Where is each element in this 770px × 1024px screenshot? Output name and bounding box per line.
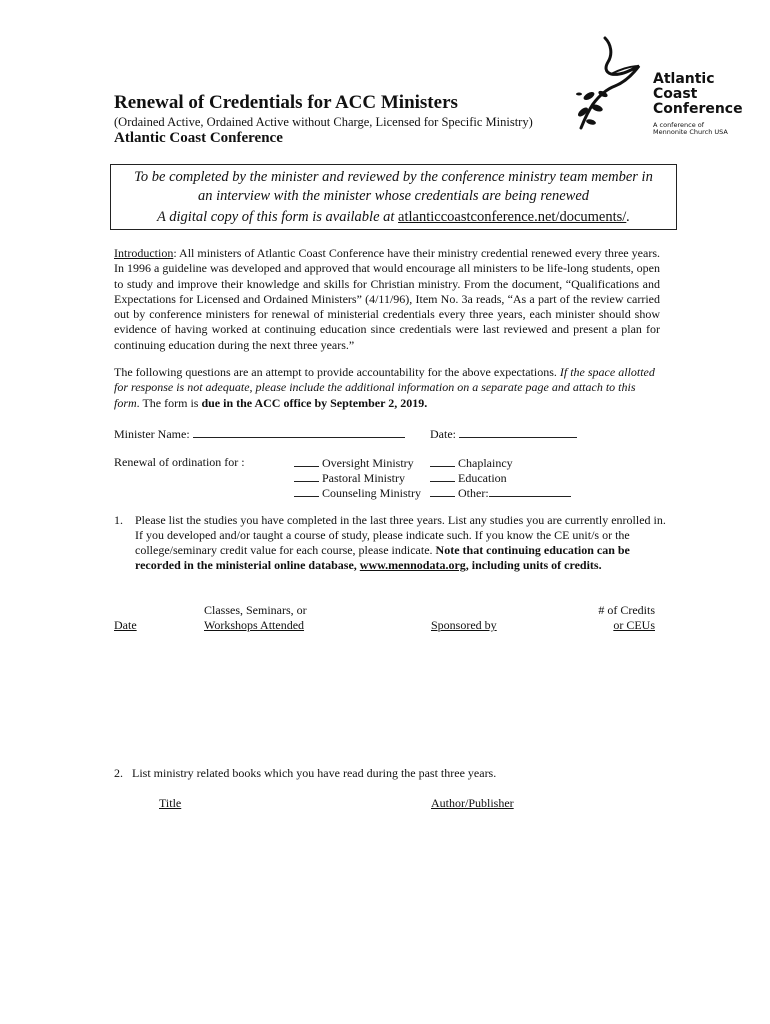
renewal-option-other[interactable] xyxy=(430,485,571,501)
instructions-box xyxy=(110,164,677,230)
question-1 xyxy=(114,513,666,573)
expectations-italic: If the space allotted for response is not adequate, please include the additional information on a separate page and attach to this form xyxy=(114,365,655,410)
date-field[interactable] xyxy=(459,426,577,438)
column-header-classes-line-1: Classes, Seminars, or xyxy=(204,603,307,617)
instructions-line-1: To be completed by the minister and reviewed by the conference ministry team member in xyxy=(134,169,653,185)
documents-link[interactable]: atlanticcoastconference.net/documents/ xyxy=(398,209,627,225)
date-label: Date: xyxy=(430,427,456,441)
question-2 xyxy=(114,766,496,781)
instructions-line-2: an interview with the minister whose credentials are being renewed xyxy=(197,188,590,204)
column-header-classes-line-2: Workshops Attended xyxy=(204,618,305,632)
question-1-note: Note that continuing education can be recorded in the ministerial online database, xyxy=(135,543,630,572)
column-header-sponsored: Sponsored by xyxy=(431,618,497,632)
column-header-credits-line-2: or CEUs xyxy=(613,618,655,632)
date-row xyxy=(430,426,577,442)
mennodata-link[interactable]: www.mennodata.org xyxy=(359,558,466,572)
question-1-text xyxy=(135,513,666,573)
minister-name-row xyxy=(114,426,405,442)
question-2-text: List ministry related books which you have read during the past three years. xyxy=(132,766,497,780)
checkbox-line[interactable] xyxy=(430,485,455,497)
expectations-text-2: . The form is xyxy=(136,395,202,410)
conference-logo xyxy=(575,36,743,146)
column-header-date: Date xyxy=(114,618,137,632)
logo-line-3: Conference xyxy=(653,101,743,117)
renewal-option-chaplaincy[interactable] xyxy=(430,455,513,471)
column-header-credits xyxy=(575,603,655,633)
renewal-option-label: Pastoral Ministry xyxy=(322,471,405,485)
expectations-paragraph xyxy=(114,365,660,411)
dove-branch-icon xyxy=(575,36,655,136)
checkbox-line[interactable] xyxy=(294,485,319,497)
renewal-option-education[interactable] xyxy=(430,470,507,486)
logo-line-1: Atlantic xyxy=(653,71,715,87)
checkbox-line[interactable] xyxy=(294,470,319,482)
introduction-label: Introduction xyxy=(114,246,174,260)
column-header-classes xyxy=(204,603,307,633)
expectations-text-1: The following questions are an attempt to provide accountability for the above expectations. xyxy=(114,365,560,379)
column-header-title: Title xyxy=(159,796,182,810)
renewal-option-oversight[interactable] xyxy=(294,455,414,471)
introduction-paragraph xyxy=(114,246,660,353)
renewal-label: Renewal of ordination for : xyxy=(114,455,245,469)
renewal-option-label: Counseling Ministry xyxy=(322,486,422,500)
column-header-author: Author/Publisher xyxy=(431,796,514,810)
logo-tagline-2: Mennonite Church USA xyxy=(653,128,728,136)
page-title: Renewal of Credentials for ACC Ministers xyxy=(114,92,458,113)
logo-line-2: Coast xyxy=(653,86,698,102)
instructions-prefix: A digital copy of this form is available at xyxy=(157,209,399,225)
due-date-text: due in the ACC office by September 2, 2019. xyxy=(201,395,428,410)
question-number: 2. xyxy=(114,766,123,780)
question-number: 1. xyxy=(114,513,123,527)
other-specify-field[interactable] xyxy=(489,485,571,497)
minister-name-label: Minister Name: xyxy=(114,427,190,441)
column-header-credits-line-1: # of Credits xyxy=(598,603,655,617)
renewal-option-pastoral[interactable] xyxy=(294,470,405,486)
introduction-text: : All ministers of Atlantic Coast Conference have their ministry credential renewed every three years. In 1996 a guideline was developed and approved that would encourage all ministers to be life-long students, open to study and improve their knowledge and skills for Christian ministry. From the document, “Qualifications and Expectations for Licensed and Ordained Ministers” (4/11/96), Item No. 3a reads, “As a part of the review carried out by conference ministers for renewal of ministerial credentials every three years, each minister should show evidence of having worked at continuing education since credentials were last reviewed and present a plan for continuing education during the next three years.” xyxy=(114,246,660,352)
renewal-option-label: Oversight Ministry xyxy=(322,456,414,470)
question-1-body: Please list the studies you have completed in the last three years. List any studies you are currently enrolled in. If you developed and/or taught a course of study, please indicate such. If you know the CE unit/s or the college/seminary credit value for each course, please indicate. xyxy=(135,513,666,557)
logo-tagline-1: A conference of xyxy=(653,121,705,129)
instructions-line-3 xyxy=(111,208,676,227)
page-subtitle: (Ordained Active, Ordained Active without Charge, Licensed for Specific Ministry) xyxy=(114,115,533,129)
renewal-option-label: Chaplaincy xyxy=(458,456,513,470)
question-1-note-end: , including units of credits. xyxy=(465,558,602,572)
renewal-option-counseling[interactable] xyxy=(294,485,421,501)
minister-name-field[interactable] xyxy=(193,426,405,438)
renewal-option-label: Other: xyxy=(458,486,489,500)
checkbox-line[interactable] xyxy=(294,455,319,467)
renewal-option-label: Education xyxy=(458,471,507,485)
checkbox-line[interactable] xyxy=(430,470,455,482)
organization-name: Atlantic Coast Conference xyxy=(114,130,283,146)
instructions-suffix: . xyxy=(626,209,630,225)
checkbox-line[interactable] xyxy=(430,455,455,467)
